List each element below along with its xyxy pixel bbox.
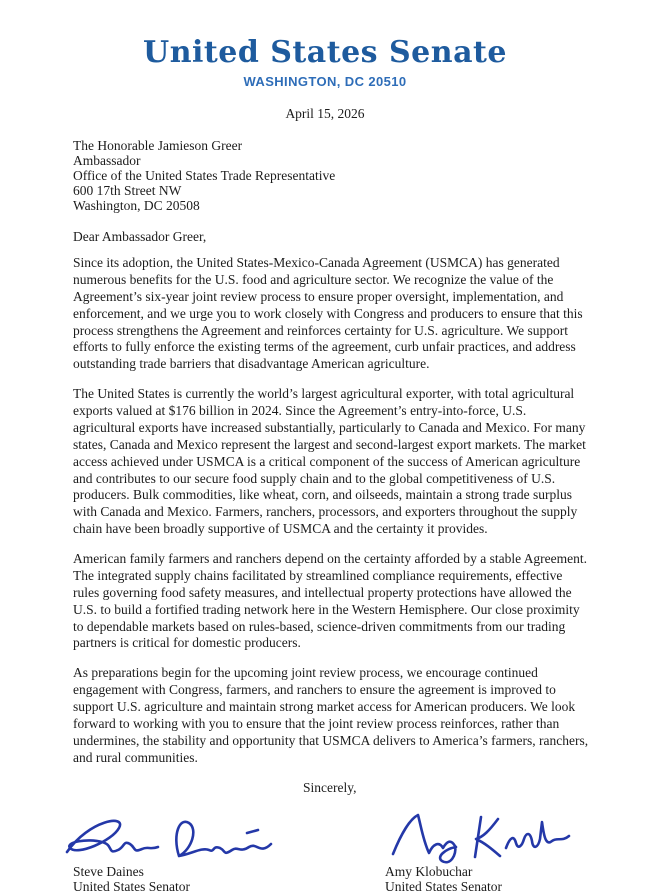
closing-salutation: Sincerely, bbox=[303, 779, 357, 795]
signature-row bbox=[73, 810, 590, 894]
recipient-city: Washington, DC 20508 bbox=[73, 198, 200, 214]
letterhead bbox=[0, 36, 650, 90]
steve-daines-signature-icon bbox=[61, 814, 289, 870]
letter-date: April 15, 2026 bbox=[285, 106, 365, 122]
signer-title: United States Senator bbox=[385, 879, 502, 894]
body-paragraph-3: American family farmers and ranchers depend on the certainty afforded by a stable Agreement. The integrated supply chains facilitated by streamlined compliance requirements, effective rules governing food safety measures, and intellectual property protections have allowed the U.S. to build a fortified trading network here in the Western Hemisphere. Our close proximity to dependable markets based on rules-based, science-driven commitments from our trading partners is critical for domestic producers. bbox=[73, 551, 588, 651]
recipient-name: The Honorable Jamieson Greer bbox=[73, 138, 243, 154]
salutation: Dear Ambassador Greer, bbox=[73, 229, 207, 245]
signer-title: United States Senator bbox=[73, 879, 190, 894]
signer-name: Steve Daines bbox=[73, 864, 144, 880]
body-paragraph-2: The United States is currently the world’s largest agricultural exporter, with total agricultural exports valued at $176 billion in 2024. Since the Agreement’s entry-into-force, U.S. agricultural exports have increased substantially, particularly to Canada and Mexico. For many states, Canada and Mexico represent the largest and second-largest export markets. The market access achieved under USMCA is a critical component of the success of American agriculture and contributes to our secure food supply chain and to the global competitiveness of U.S. producers. Bulk commodities, like wheat, corn, and oilseeds, maintain a strong trade surplus with Canada and Mexico. Farmers, ranchers, processors, and exporters throughout the supply chain have been broadly supportive of USMCA and the certainty it provides. bbox=[73, 386, 586, 537]
body-paragraph-1: Since its adoption, the United States-Mexico-Canada Agreement (USMCA) has generated numerous benefits for the U.S. food and agriculture sector. We recognize the value of the Agreement’s six-year joint review process to ensure proper oversight, implementation, and enforcement, and we urge you to work closely with Congress and producers to ensure that this process strengthens the Agreement and reinforces certainty for U.S. agriculture. We support efforts to fully enforce the existing terms of the agreement, curb unfair practices, and address outstanding trade barriers that disadvantage American agriculture. bbox=[73, 255, 583, 372]
signature-block-klobuchar bbox=[385, 810, 590, 894]
recipient-street: 600 17th Street NW bbox=[73, 183, 182, 199]
recipient-block bbox=[73, 138, 590, 213]
recipient-office: Office of the United States Trade Representative bbox=[73, 168, 336, 184]
amy-klobuchar-signature-icon bbox=[385, 810, 575, 870]
recipient-role: Ambassador bbox=[73, 153, 141, 169]
body-paragraph-4: As preparations begin for the upcoming joint review process, we encourage continued engagement with Congress, farmers, and ranchers to ensure the agreement is improved to support U.S. agriculture and maintain strong market access for American producers. We look forward to working with you to ensure that the joint review process reinforces, rather than undermines, the stability and opportunity that USMCA delivers to America’s farmers, ranchers, and rural communities. bbox=[73, 665, 589, 765]
signer-name: Amy Klobuchar bbox=[385, 864, 473, 880]
letterhead-title: United States Senate bbox=[143, 35, 507, 70]
letterhead-address: WASHINGTON, DC 20510 bbox=[243, 74, 407, 89]
signature-block-daines bbox=[73, 810, 385, 894]
